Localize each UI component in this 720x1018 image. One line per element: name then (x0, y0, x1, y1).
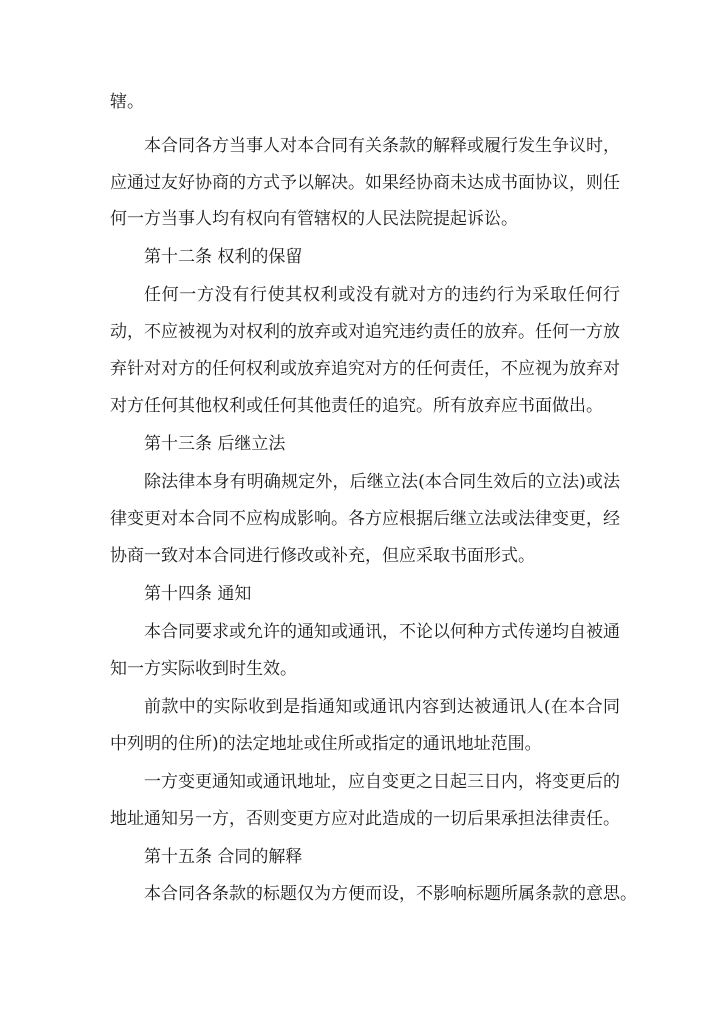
paragraph-line: 对方任何其他权利或任何其他责任的追究。所有放弃应书面做出。 (110, 396, 603, 416)
paragraph-line: 本合同各条款的标题仅为方便而设，不影响标题所属条款的意思。 (144, 884, 637, 904)
paragraph-line: 协商一致对本合同进行修改或补充，但应采取书面形式。 (110, 546, 535, 566)
paragraph-line: 前款中的实际收到是指通知或通讯内容到达被通讯人(在本合同 (144, 697, 620, 717)
paragraph-line: 知一方实际收到时生效。 (110, 659, 297, 679)
paragraph-line: 律变更对本合同不应构成影响。各方应根据后继立法或法律变更，经 (110, 509, 620, 529)
paragraph-line: 弃针对对方的任何权利或放弃追究对方的任何责任，不应视为放弃对 (110, 359, 620, 379)
paragraph-line: 地址通知另一方，否则变更方应对此造成的一切后果承担法律责任。 (110, 809, 620, 829)
section-heading: 第十三条 后继立法 (144, 434, 286, 454)
paragraph-line: 动，不应被视为对权利的放弃或对追究违约责任的放弃。任何一方放 (110, 322, 620, 342)
paragraph-line: 本合同要求或允许的通知或通讯，不论以何种方式传递均自被通 (144, 622, 620, 642)
section-heading: 第十五条 合同的解释 (144, 847, 303, 867)
paragraph-line: 何一方当事人均有权向有管辖权的人民法院提起诉讼。 (110, 209, 518, 229)
paragraph-line: 任何一方没有行使其权利或没有就对方的违约行为采取任何行 (144, 285, 620, 305)
section-heading: 第十四条 通知 (144, 584, 252, 604)
section-heading: 第十二条 权利的保留 (144, 247, 303, 267)
paragraph-line: 中列明的住所)的法定地址或住所或指定的通讯地址范围。 (110, 734, 542, 754)
paragraph-line: 应通过友好协商的方式予以解决。如果经协商未达成书面协议，则任 (110, 173, 620, 193)
paragraph-line: 辖。 (110, 92, 144, 112)
paragraph-line: 一方变更通知或通讯地址，应自变更之日起三日内，将变更后的 (144, 772, 620, 792)
paragraph-line: 除法律本身有明确规定外，后继立法(本合同生效后的立法)或法 (144, 472, 620, 492)
paragraph-line: 本合同各方当事人对本合同有关条款的解释或履行发生争议时， (144, 136, 620, 156)
